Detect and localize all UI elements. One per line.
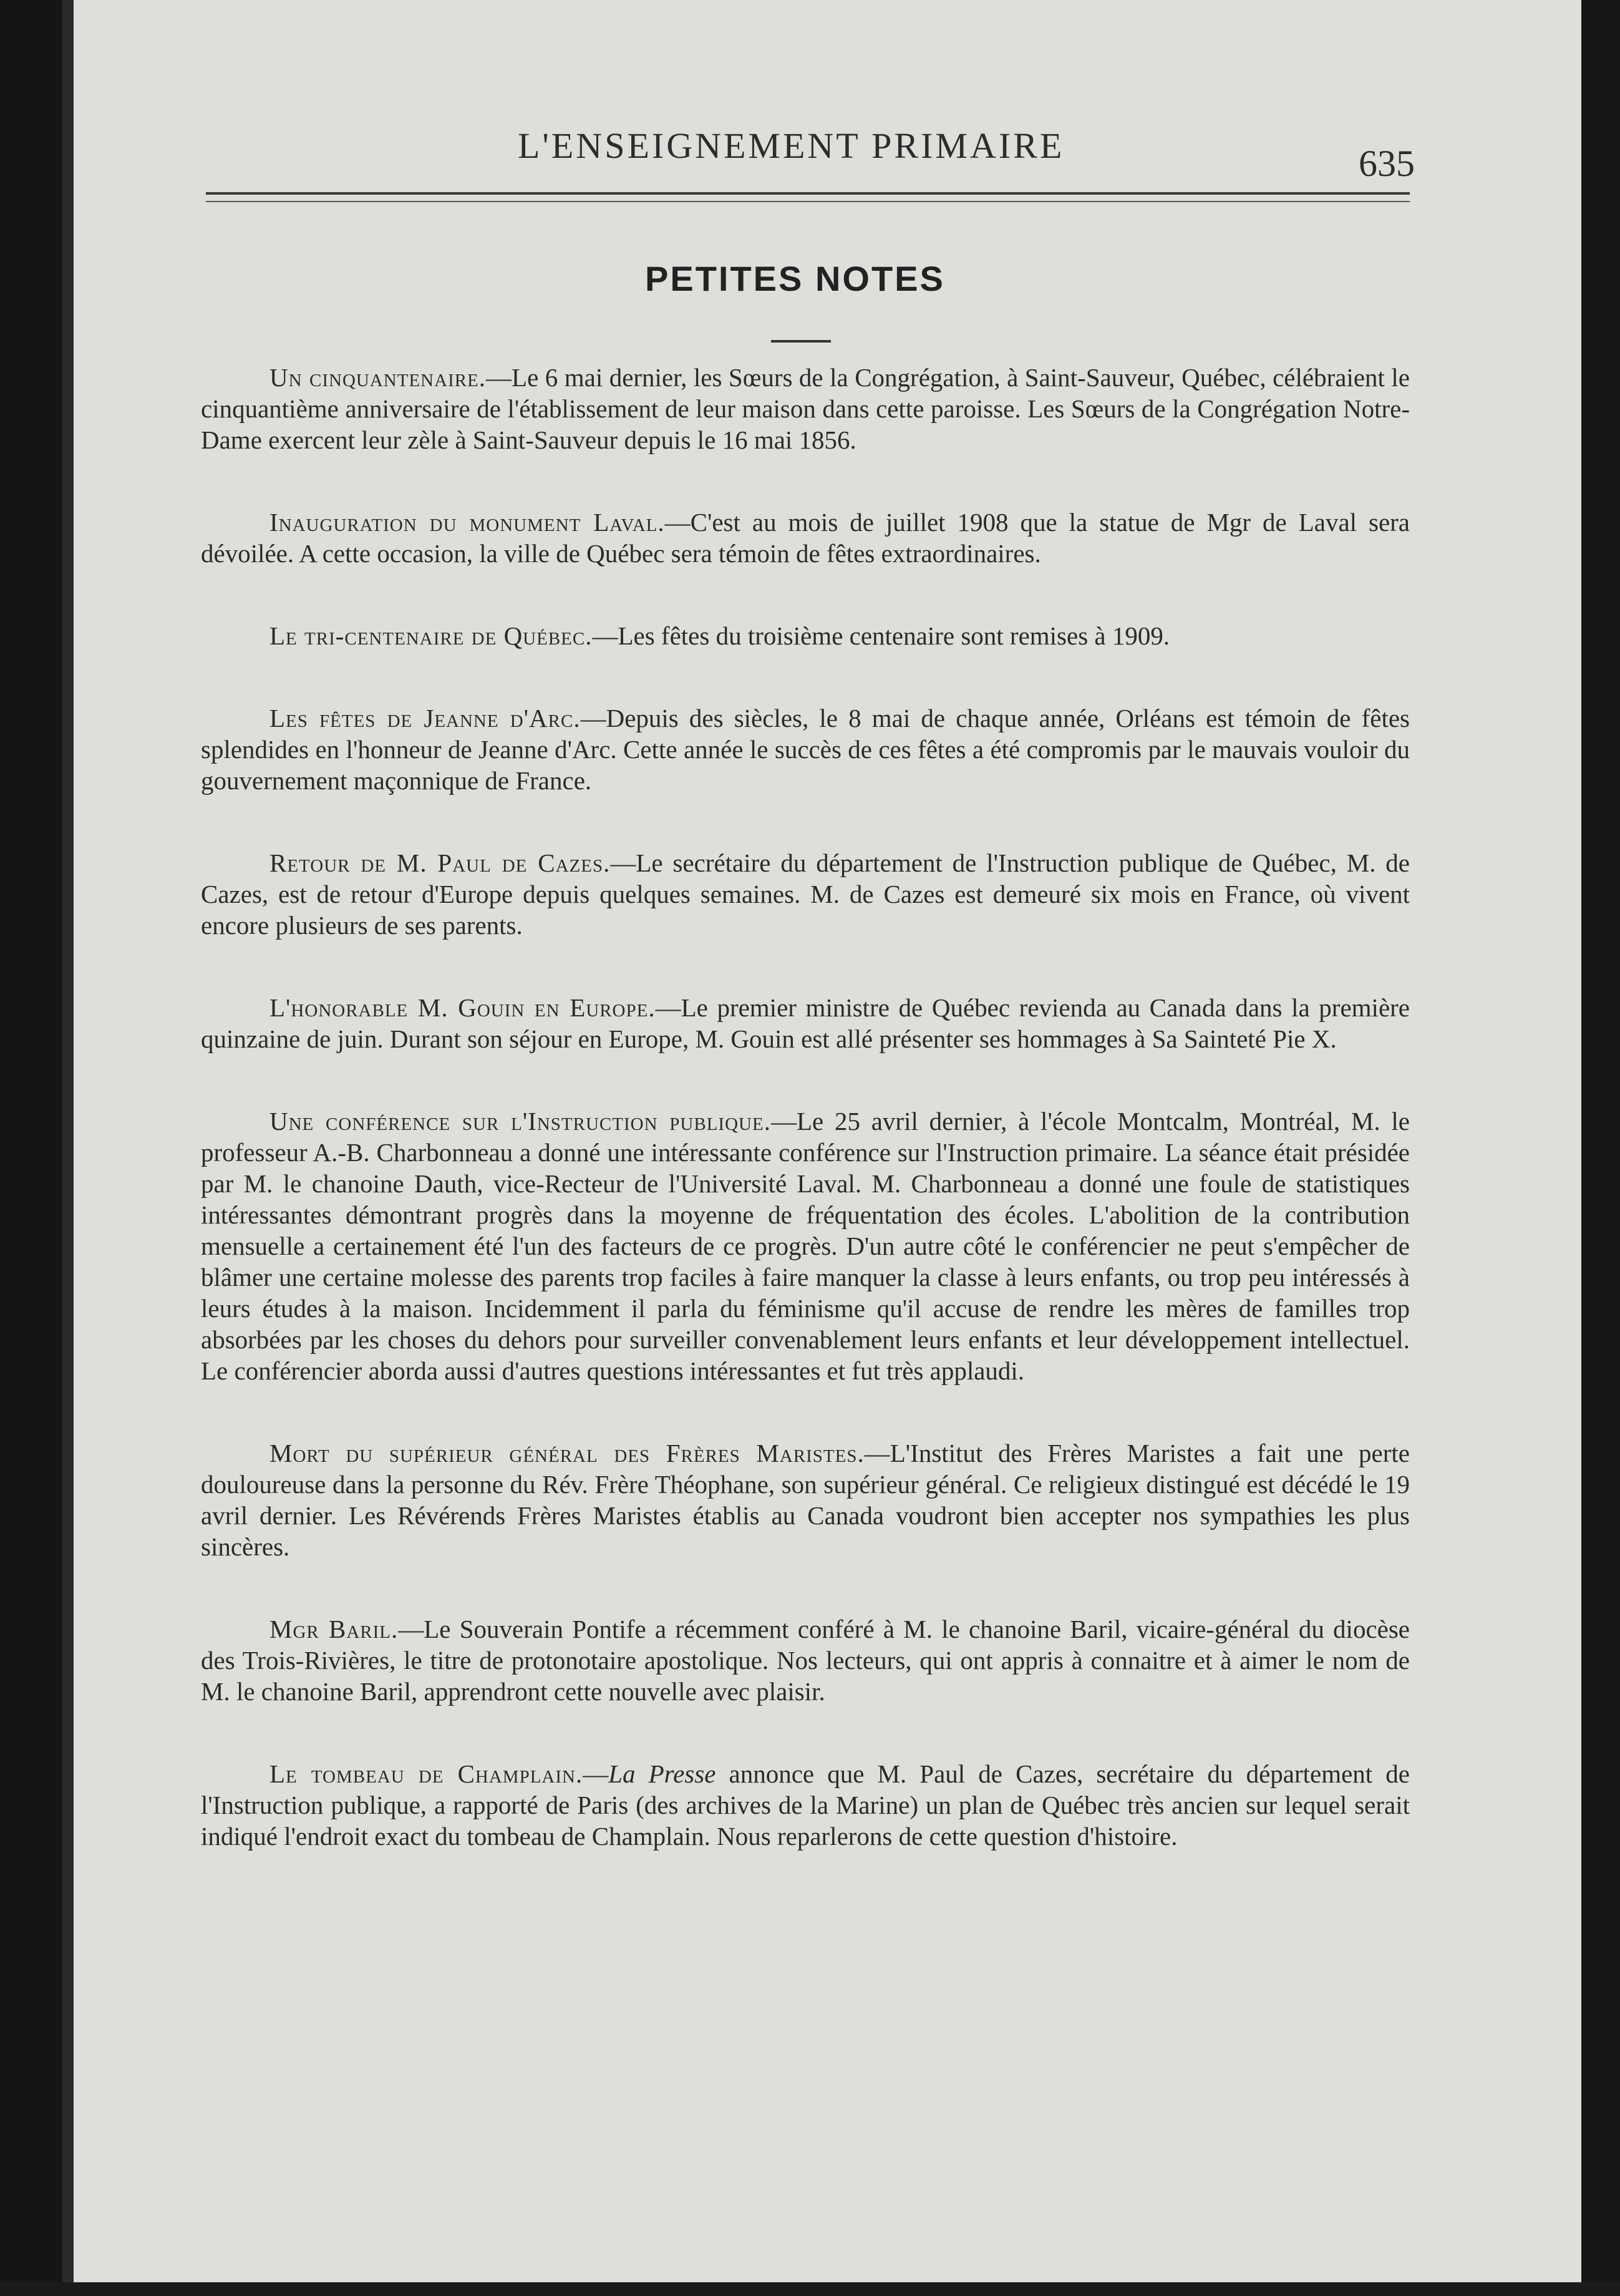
note-text: —Depuis des siècles, le 8 mai de chaque année, Orléans est témoin de fêtes splendides en l'honneur de Jeanne d'Arc. Cette année le succès de ces fêtes a été compromis par le mauvais vouloir du gouvernement maçonnique de France. xyxy=(201,704,1410,795)
note-text: —Le secrétaire du département de l'Instruction publique de Québec, M. de Cazes, est de retour d'Europe depuis quelques semaines. M. de Cazes est demeuré six mois en France, où vivent encore plusieurs de ses parents. xyxy=(201,849,1410,940)
note-text: —Le Souverain Pontife a récemment conféré à M. le chanoine Baril, vicaire-général du diocèse des Trois-Rivières, le titre de protonotaire apostolique. Nos lecteurs, qui ont appris à connaitre et à aimer le nom de M. le chanoine Baril, apprendront cette nouvelle avec plaisir. xyxy=(201,1615,1410,1706)
note-text: —L'Institut des Frères Maristes a fait une perte douloureuse dans la personne du Rév. Frère Théophane, son supérieur général. Ce religieux distingué est décédé le 19 avril dernier. Les Révérends Frères Maristes établis au Canada voudront bien accepter nos sympathies les plus sincères. xyxy=(201,1439,1410,1561)
note-monument-laval xyxy=(201,507,1410,569)
note-mgr-baril xyxy=(201,1613,1410,1707)
note-title: L'honorable M. Gouin en Europe. xyxy=(269,993,656,1022)
note-text: —Le 6 mai dernier, les Sœurs de la Congrégation, à Saint-Sauveur, Québec, célébraient le cinquantième anniversaire de l'établissement de leur maison dans cette paroisse. Les Sœurs de la Congrégation Notre-Dame exercent leur zèle à Saint-Sauveur depuis le 16 mai 1856. xyxy=(201,363,1410,454)
note-title: Mgr Baril. xyxy=(269,1615,399,1643)
note-title: Le tri-centenaire de Québec. xyxy=(269,621,593,650)
running-title: L'ENSEIGNEMENT PRIMAIRE xyxy=(518,125,1065,166)
note-freres-maristes xyxy=(201,1437,1410,1562)
note-tricentenaire xyxy=(201,620,1410,651)
note-conference xyxy=(201,1106,1410,1386)
note-text: —Les fêtes du troisième centenaire sont remises à 1909. xyxy=(592,621,1170,650)
page-number: 635 xyxy=(1359,143,1415,184)
note-gouin-europe xyxy=(201,992,1410,1054)
note-title: Mort du supérieur général des Frères Maristes. xyxy=(269,1439,865,1467)
note-cinquantenaire xyxy=(201,362,1410,455)
note-emphasis: La Presse xyxy=(608,1759,716,1788)
note-text: annonce que M. Paul de Cazes, secrétaire du département de l'Instruction publique, a rapporté de Paris (des archives de la Marine) un plan de Québec très ancien sur lequel serait indiqué l'endroit exact du tombeau de Champlain. Nous reparlerons de cette question d'histoire. xyxy=(201,1759,1410,1851)
header-rule-thin xyxy=(206,201,1410,202)
scan-right-shadow xyxy=(1581,0,1620,2296)
note-title: Un cinquantenaire. xyxy=(269,363,487,392)
note-tombeau-champlain xyxy=(201,1758,1410,1852)
note-text: —Le premier ministre de Québec revienda au Canada dans la première quinzaine de juin. Durant son séjour en Europe, M. Gouin est allé présenter ses hommages à Sa Sainteté Pie X. xyxy=(201,993,1410,1053)
note-title: Inauguration du monument Laval. xyxy=(269,508,665,537)
note-title: Les fêtes de Jeanne d'Arc. xyxy=(269,704,581,732)
title-divider xyxy=(771,340,831,343)
note-text: —Le 25 avril dernier, à l'école Montcalm, Montréal, M. le professeur A.-B. Charbonneau a donné une intéressante conférence sur l'Instruction primaire. La séance était présidée par M. le chanoine Dauth, vice-Recteur de l'Université Laval. M. Charbonneau a donné une foule de statistiques intéressantes démontrant progrès dans la moyenne de fréquentation des écoles. L'abolition de la contribution mensuelle a certainement été l'un des facteurs de ce progrès. D'un autre côté le conférencier ne peut s'empêcher de blâmer une certaine molesse des parents trop faciles à faire manquer la classe à leurs enfants, ou trop peu intéressés à leurs études à la maison. Incidemment il parla du féminisme qu'il accuse de rendre les mères de familles trop absorbées par les choses du dehors pour surveiller convenablement leurs enfants et leur développement intellectuel. Le conférencier aborda aussi d'autres questions intéressantes et fut très applaudi. xyxy=(201,1107,1410,1385)
scan-bottom-band xyxy=(0,2282,1620,2296)
header-rule xyxy=(206,192,1410,195)
note-jeanne-darc xyxy=(201,703,1410,796)
note-dash: — xyxy=(583,1759,609,1788)
note-retour-cazes xyxy=(201,847,1410,941)
section-title: PETITES NOTES xyxy=(645,259,945,298)
note-title: Retour de M. Paul de Cazes. xyxy=(269,849,611,877)
note-title: Une conférence sur l'Instruction publique. xyxy=(269,1107,771,1136)
note-title: Le tombeau de Champlain. xyxy=(269,1759,583,1788)
note-text: —C'est au mois de juillet 1908 que la statue de Mgr de Laval sera dévoilée. A cette occasion, la ville de Québec sera témoin de fêtes extraordinaires. xyxy=(201,508,1410,568)
notes-list xyxy=(201,362,1410,1903)
